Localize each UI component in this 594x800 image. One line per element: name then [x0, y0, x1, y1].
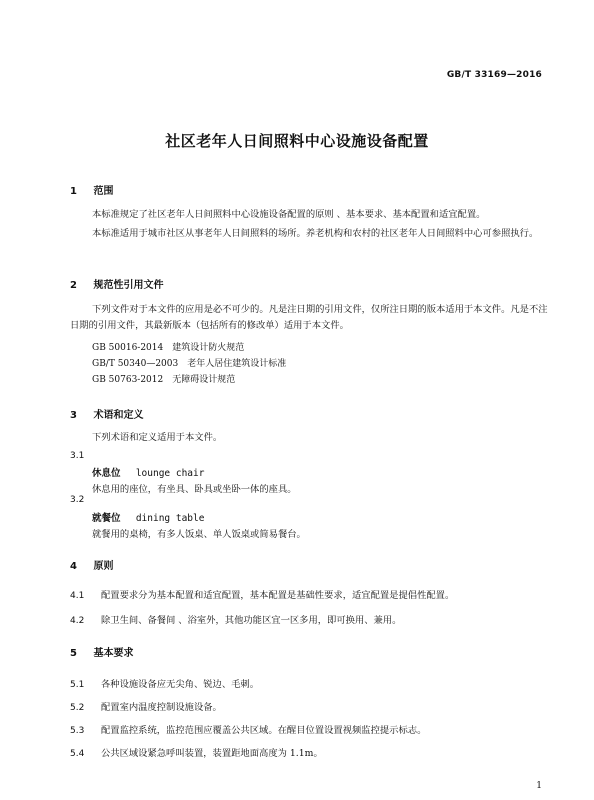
standard-code: GB/T 33169—2016 [446, 70, 542, 80]
document-title: 社区老年人日间照料中心设施设备配置 [165, 132, 429, 150]
clause-number: 5.3 [70, 726, 85, 736]
requirement-clause [70, 676, 259, 690]
clause-text: 配置室内温度控制设施设备。 [100, 702, 222, 713]
scope-paragraph-2: 本标准适用于城市社区从事老年人日间照料的场所。养老机构和农村的社区老年人日间照料中心可参照执行。 [92, 228, 539, 239]
section-heading-scope [70, 182, 113, 197]
page-number: 1 [536, 781, 542, 791]
section-title: 基本要求 [93, 648, 134, 659]
section-title: 规范性引用文件 [93, 280, 164, 291]
section-heading-terms [70, 406, 143, 421]
scope-paragraph-1: 本标准规定了社区老年人日间照料中心设施设备配置的原则 、基本要求、基本配置和适宜配置。 [92, 209, 486, 220]
clause-text: 配置监控系统，监控范围应覆盖公共区域。在醒目位置设置视频监控提示标志。 [100, 725, 427, 736]
reference-item: GB 50763-2012 无障碍设计规范 [92, 375, 236, 385]
reference-item: GB 50016-2014 建筑设计防火规范 [92, 343, 245, 353]
term-name [92, 465, 204, 479]
principle-clause [70, 612, 401, 626]
section-title: 术语和定义 [93, 410, 144, 421]
clause-number: 5.4 [70, 749, 85, 759]
clause-text: 除卫生间、备餐间 、浴室外，其他功能区宜一区多用，即可换用、兼用。 [100, 615, 402, 626]
section-number: 2 [70, 280, 77, 291]
references-intro: 下列文件对于本文件的应用是必不可少的。凡是注日期的引用文件，仅所注日期的版本适用于本文件。凡是不注日期的引用文件，其最新版本（包括所有的修改单）适用于本文件。 [70, 304, 548, 331]
clause-text: 各种设施设备应无尖角、锐边、毛刺。 [100, 679, 260, 690]
term-name [92, 510, 204, 524]
section-title: 范围 [93, 186, 114, 197]
term-number: 3.1 [70, 451, 85, 461]
term-name-en: lounge chair [135, 468, 205, 479]
requirement-clause [70, 699, 222, 713]
terms-intro: 下列术语和定义适用于本文件。 [92, 432, 223, 443]
section-heading-references [70, 276, 163, 291]
section-heading-principles [70, 557, 113, 572]
section-number: 3 [70, 410, 77, 421]
clause-number: 4.1 [70, 591, 85, 601]
term-name-en: dining table [135, 513, 205, 524]
requirement-clause [70, 722, 426, 736]
section-number: 1 [70, 186, 77, 197]
section-number: 4 [70, 561, 77, 572]
clause-text: 公共区域设紧急呼叫装置，装置距地面高度为 1.1m。 [100, 748, 323, 759]
section-number: 5 [70, 648, 77, 659]
term-name-zh: 休息位 [92, 468, 121, 479]
section-heading-requirements [70, 644, 133, 659]
principle-clause [70, 587, 454, 601]
term-number: 3.2 [70, 495, 85, 505]
clause-number: 5.1 [70, 680, 85, 690]
requirement-clause [70, 745, 323, 759]
term-name-zh: 就餐位 [92, 513, 121, 524]
section-title: 原则 [93, 561, 114, 572]
reference-item: GB/T 50340—2003 老年人居住建筑设计标准 [92, 359, 287, 369]
clause-number: 5.2 [70, 703, 85, 713]
clause-number: 4.2 [70, 616, 85, 626]
term-definition: 休息用的座位，有坐具、卧具或坐卧一体的座具。 [92, 484, 297, 495]
clause-text: 配置要求分为基本配置和适宜配置，基本配置是基础性要求，适宜配置是提倡性配置。 [100, 590, 455, 601]
term-definition: 就餐用的桌椅，有多人饭桌、单人饭桌或简易餐台。 [92, 529, 306, 540]
